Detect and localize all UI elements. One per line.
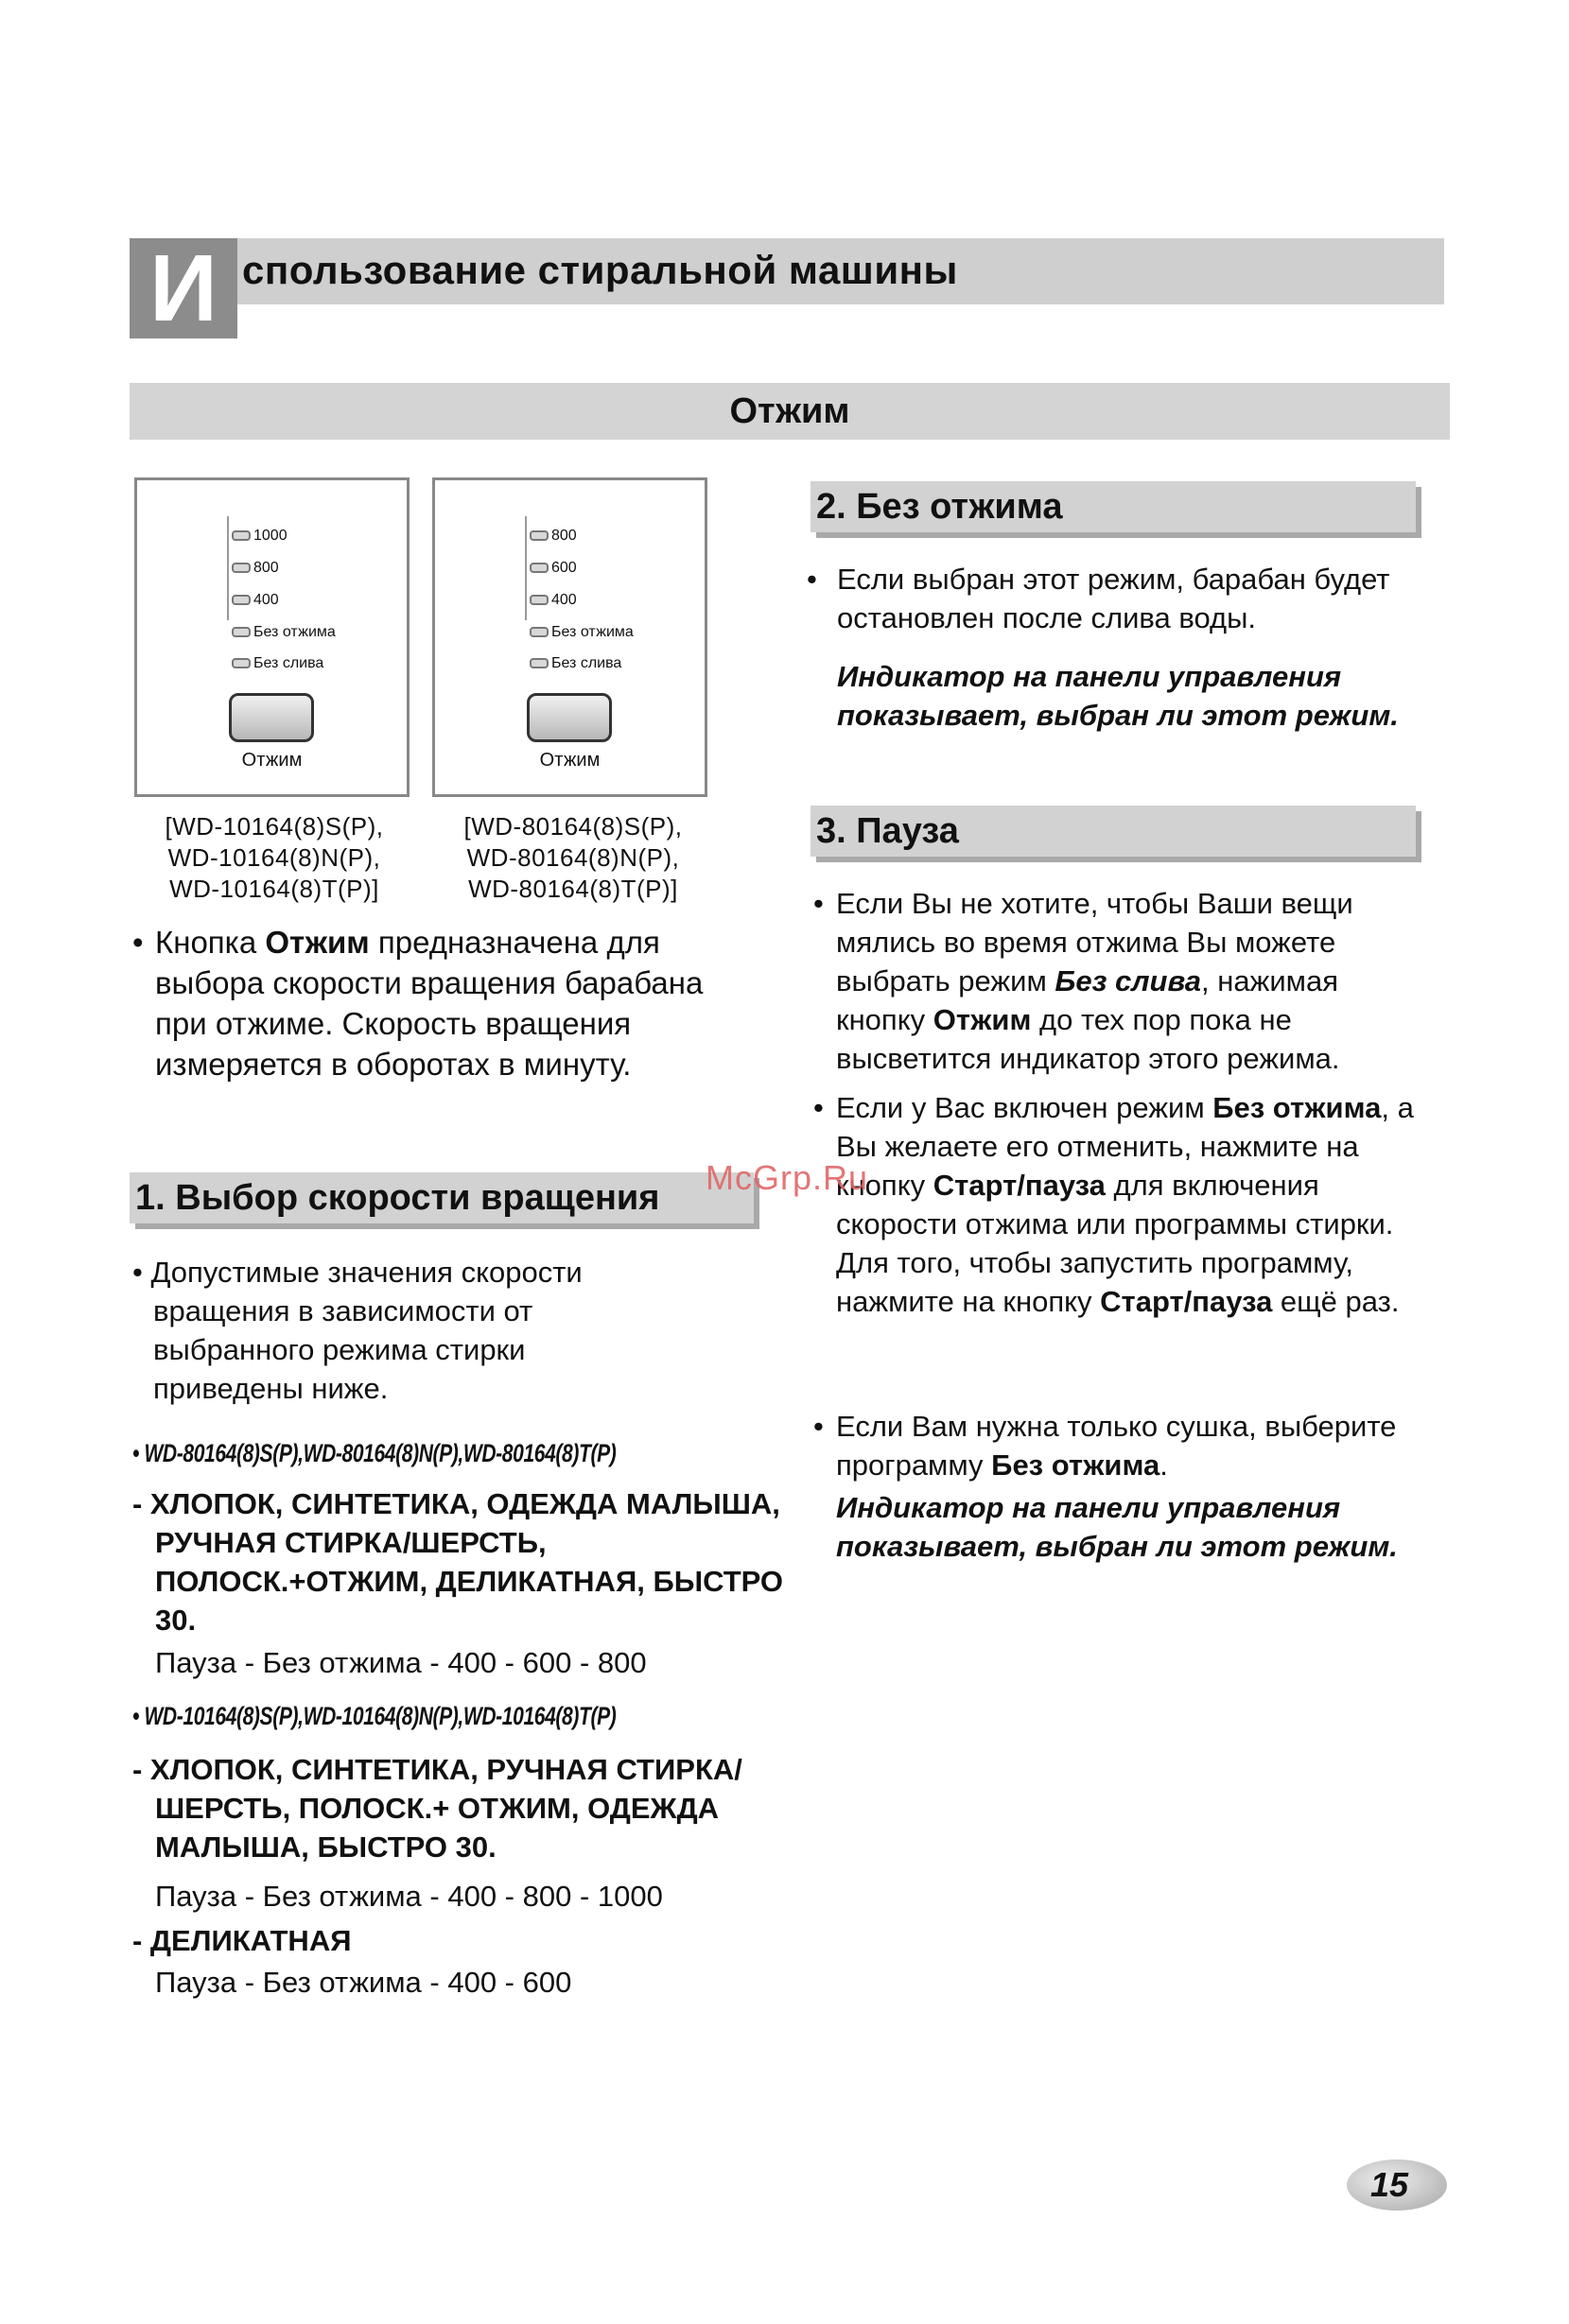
indicator-led-icon [530, 530, 549, 541]
speed-indicator: Без слива [530, 655, 621, 672]
section1-intro: • Допустимые значения скорости вращения в зависимости от выбранного режима стирки приведены ниже. [132, 1256, 583, 1405]
panel-divider [227, 516, 229, 620]
intro-paragraph: • Кнопка Отжим предназначена для выбора скорости вращения барабана при отжиме. Скорость вращения измеряется в оборотах в минуту. [132, 925, 704, 1082]
models-caption-a: [WD-10164(8)S(P), WD-10164(8)N(P), WD-10164(8)T(P)] [165, 812, 384, 903]
spin-button-label: Отжим [539, 750, 601, 771]
indicator-led-icon [232, 595, 251, 605]
speed-indicator: 1000 [232, 528, 288, 545]
section2-title: 2. Без отжима [811, 481, 1416, 532]
speeds-group-2: Пауза - Без отжима - 400 - 800 - 1000 [155, 1880, 663, 1913]
spin-button-label: Отжим [241, 750, 303, 771]
section2-note: Индикатор на панели управления показывает, выбран ли этот режим. [837, 660, 1399, 732]
control-panel-illustration-a [134, 477, 410, 797]
speeds-group-3: Пауза - Без отжима - 400 - 600 [155, 1966, 572, 1999]
spin-button [527, 693, 612, 742]
programs-group-2: - ХЛОПОК, СИНТЕТИКА, РУЧНАЯ СТИРКА/ШЕРСТЬ, ПОЛОСК.+ ОТЖИМ, ОДЕЖДА МАЛЫША, БЫСТРО 30. [132, 1753, 742, 1864]
watermark: McGrp.Ru [706, 1158, 869, 1197]
programs-group-1: - ХЛОПОК, СИНТЕТИКА, ОДЕЖДА МАЛЫША, РУЧНАЯ СТИРКА/ШЕРСТЬ, ПОЛОСК.+ОТЖИМ, ДЕЛИКАТНАЯ, БЫСТРО 30. [132, 1487, 784, 1637]
programs-group-3: - ДЕЛИКАТНАЯ [132, 1924, 352, 1957]
indicator-led-icon [530, 563, 549, 573]
section3-note: Индикатор на панели управления показывает, выбран ли этот режим. [836, 1491, 1398, 1563]
indicator-led-icon [530, 658, 549, 668]
indicator-led-icon [232, 563, 251, 573]
speed-indicator: Без отжима [530, 624, 634, 641]
speed-indicator: 400 [530, 592, 577, 609]
header-cap-letter: И [130, 238, 237, 338]
speed-indicator: Без отжима [232, 624, 336, 641]
section3-paragraph-3: • Если Вам нужна только сушка, выберите программу Без отжима. [813, 1410, 1397, 1482]
speeds-group-1: Пауза - Без отжима - 400 - 600 - 800 [155, 1646, 647, 1679]
models-group-2: • WD-10164(8)S(P),WD-10164(8)N(P),WD-10164(8)T(P) [132, 1702, 617, 1730]
speed-indicator: Без слива [232, 655, 323, 672]
panel-divider [525, 516, 527, 620]
section-title: Отжим [130, 383, 1450, 440]
section3-paragraph-2: • Если у Вас включен режим Без отжима, а Вы желаете его отменить, нажмите на кнопку Старт/пауза для включения скорости отжима или программы стирки. Для того, чтобы запустить программу, нажмите на кнопку Старт/пауза ещё раз. [813, 1091, 1414, 1318]
indicator-led-icon [232, 627, 251, 637]
control-panel-illustration-b [432, 477, 707, 797]
speed-indicator: 600 [530, 560, 577, 577]
speed-indicator: 800 [232, 560, 279, 577]
page-title: спользование стиральной машины [242, 248, 958, 292]
models-group-1: • WD-80164(8)S(P),WD-80164(8)N(P),WD-80164(8)T(P) [132, 1439, 617, 1467]
section2-text: • Если выбран этот режим, барабан будет остановлен после слива воды. [807, 563, 1390, 634]
section3-title: 3. Пауза [811, 806, 1416, 857]
section3-paragraph-1: • Если Вы не хотите, чтобы Ваши вещи мялись во время отжима Вы можете выбрать режим Без слива, нажимая кнопку Отжим до тех пор пока не высветится индикатор этого режима. [813, 887, 1353, 1075]
page-number: 15 [1369, 2165, 1409, 2204]
indicator-led-icon [232, 530, 251, 541]
indicator-led-icon [530, 627, 549, 637]
speed-indicator: 400 [232, 592, 279, 609]
models-caption-b: [WD-80164(8)S(P), WD-80164(8)N(P), WD-80164(8)T(P)] [463, 812, 683, 903]
indicator-led-icon [530, 595, 549, 605]
indicator-led-icon [232, 658, 251, 668]
speed-indicator: 800 [530, 528, 577, 545]
section1-title: 1. Выбор скорости вращения [130, 1172, 754, 1223]
spin-button [229, 693, 314, 742]
